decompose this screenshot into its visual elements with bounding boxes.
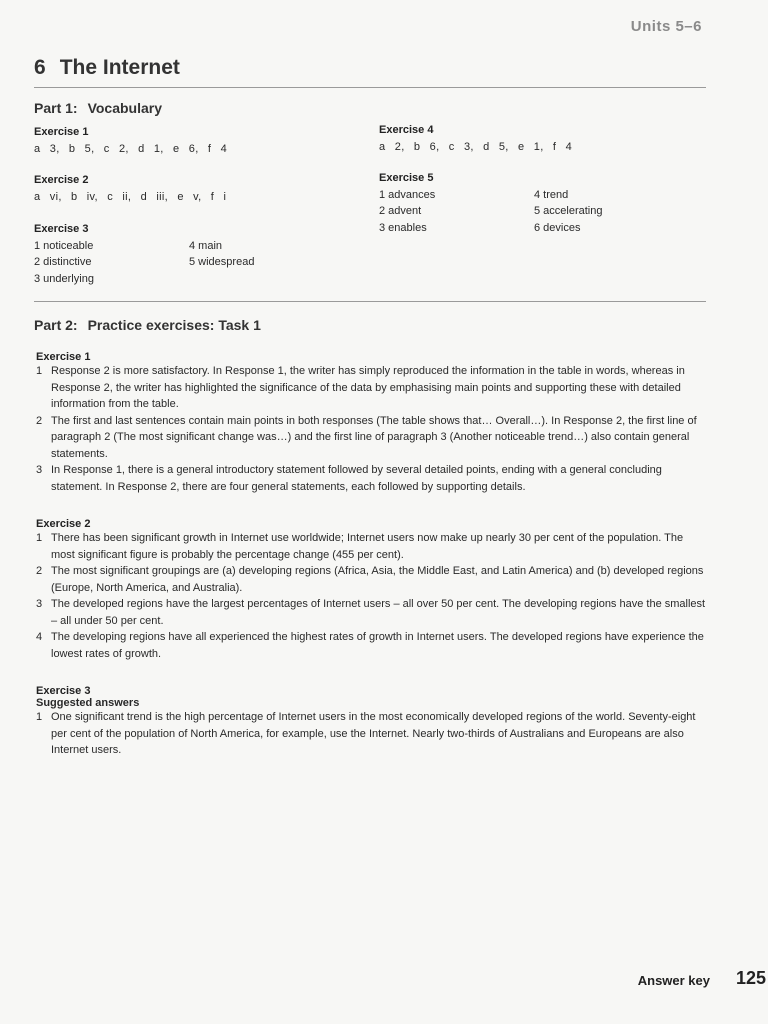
list-item [36,530,706,563]
item-text: One significant trend is the high percentage of Internet users in the most economically developed regions of the world. Seventy-eight per cent of the population of North America, for example, use the Internet. Nearly two-thirds of Australians and Europeans are also Internet users. [51,711,696,756]
part2-exercise-1 [36,351,706,495]
item-text: There has been significant growth in Internet use worldwide; Internet users now make up nearly 30 per cent of the population. The most significant figure is probably the percentage change (455 per cent). [51,532,684,561]
part2-number: Part 2: [34,317,78,333]
answer-item: 5 widespread [189,256,255,268]
list-item [36,563,706,596]
list-item [36,413,706,463]
answer-column [534,187,654,237]
item-number: 1 [36,365,43,377]
part1-number: Part 1: [34,100,78,116]
list-item [36,363,706,413]
chapter-name: The Internet [59,56,180,79]
chapter-number: 6 [34,56,46,79]
answer-item: 6 devices [534,221,581,234]
exercise-title: Exercise 4 [379,124,434,136]
exercise-answers: a 2, b 6, c 3, d 5, e 1, f 4 [379,140,573,153]
exercise-title: Exercise 3 [36,685,91,697]
page-number: 125 [735,968,766,988]
exercise-title: Exercise 1 [36,351,91,363]
answer-item: 3 enables [379,221,427,234]
part1-title: Vocabulary [87,100,163,116]
answer-list [36,363,706,495]
exercise-answers: a vi, b iv, c ii, d iii, e v, f i [34,190,227,203]
answer-item: 5 accelerating [534,205,603,217]
exercise-title: Exercise 2 [34,174,89,186]
item-number: 1 [36,711,43,723]
exercise-subtitle: Suggested answers [36,697,140,709]
exercise-title: Exercise 3 [34,223,89,235]
part2-exercise-2 [36,518,706,662]
part2-heading [34,317,261,333]
part2-exercise-3 [36,685,706,759]
exercise-answers: a 3, b 5, c 2, d 1, e 6, f 4 [34,142,228,155]
answer-column [379,187,534,237]
item-text: Response 2 is more satisfactory. In Response 1, the writer has simply reproduced the information in the table in words, whereas in Response 2, the writer has highlighted the significance of the data by emphasising main points and supporting these with detailed information from the table. [51,365,685,410]
units-label: Units 5–6 [630,18,702,35]
list-item [36,629,706,662]
item-number: 3 [36,464,43,476]
divider [34,301,706,302]
answer-item: 3 underlying [34,272,94,285]
item-number: 4 [36,631,43,643]
answer-column [34,238,189,288]
item-text: The developed regions have the largest percentages of Internet users – all over 50 per cent. The developing regions have the smallest – all under 50 per cent. [51,598,706,627]
item-number: 1 [36,532,43,544]
exercise-title: Exercise 1 [34,126,89,138]
chapter-title [34,56,180,80]
answer-list [36,709,706,759]
answer-item: 2 distinctive [34,256,92,268]
item-text: The most significant groupings are (a) developing regions (Africa, Asia, the Middle East, and Latin America) and (b) developed regions (Europe, North America, and Australia). [51,565,704,594]
answer-item: 1 advances [379,188,436,201]
list-item [36,709,706,759]
answer-item: 4 main [189,239,223,252]
part1-heading [34,100,162,116]
exercise-title: Exercise 5 [379,172,434,184]
item-number: 3 [36,598,43,610]
part1-exercise-3 [34,221,339,287]
answer-item: 2 advent [379,205,422,217]
part1-exercise-5 [379,170,654,236]
part1-exercise-1 [34,124,227,157]
item-number: 2 [36,565,43,577]
answer-column [189,238,339,288]
list-item [36,462,706,495]
answer-item: 4 trend [534,188,569,201]
answer-item: 1 noticeable [34,239,94,252]
item-text: In Response 1, there is a general introductory statement followed by several detailed points, ending with a general concluding statement. In Response 2, there are four general statements, each followed by supporting details. [51,464,662,493]
item-number: 2 [36,414,43,427]
part1-exercise-4 [379,122,572,155]
list-item [36,596,706,629]
item-text: The developing regions have all experienced the highest rates of growth in Internet users. The developed regions have experience the lowest rates of growth. [51,631,704,660]
answer-list [36,530,706,662]
footer-label: Answer key [637,973,710,988]
exercise-title: Exercise 2 [36,518,91,530]
part2-title: Practice exercises: Task 1 [87,317,261,333]
item-text: The first and last sentences contain main points in both responses (The table shows that… Overall…). In Response 2, the first line of paragraph 2 (The most significant change was…) and the first line of paragraph 3 (Another noticeable trend…) also contain general statements. [51,414,697,460]
part1-exercise-2 [34,172,226,205]
divider [34,87,706,88]
